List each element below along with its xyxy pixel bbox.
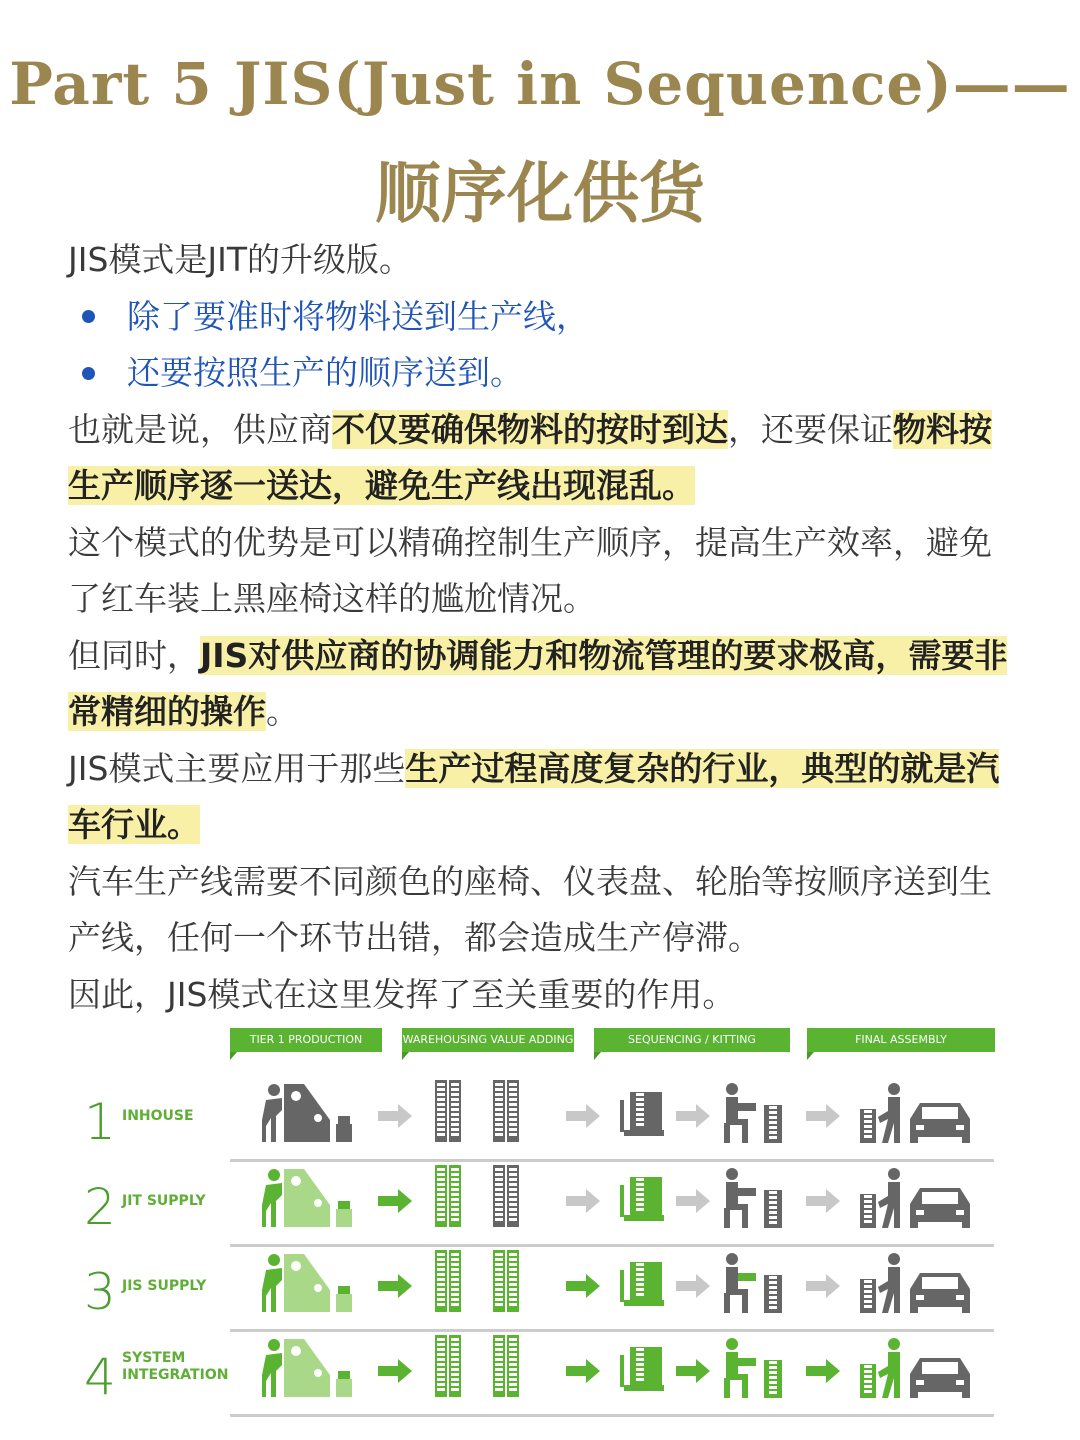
row-number: 4 bbox=[84, 1348, 116, 1406]
paragraph-supplier bbox=[68, 402, 1013, 515]
bullet-dot-icon bbox=[82, 310, 95, 323]
kitting-cart-icon bbox=[620, 1260, 670, 1312]
kitting-cart-icon bbox=[620, 1090, 670, 1142]
arrow-icon bbox=[378, 1359, 412, 1387]
paragraph-conclusion: 因此，JIS模式在这里发挥了至关重要的作用。 bbox=[68, 974, 736, 1014]
row-label: SYSTEM INTEGRATION bbox=[122, 1350, 229, 1383]
row-label: INHOUSE bbox=[122, 1108, 194, 1124]
arrow-icon bbox=[806, 1104, 840, 1132]
text-segment: 也就是说，供应商 bbox=[68, 409, 332, 449]
production-machine-icon bbox=[260, 1165, 360, 1227]
header-final-assembly: FINAL ASSEMBLY bbox=[807, 1028, 995, 1052]
arrow-icon bbox=[806, 1189, 840, 1217]
paragraph-automotive: 汽车生产线需要不同颜色的座椅、仪表盘、轮胎等按顺序送到生产线，任何一个环节出错，都会造成生产停滞。 bbox=[68, 861, 992, 957]
text-segment: 但同时， bbox=[68, 635, 200, 675]
diagram-row bbox=[60, 1160, 1010, 1245]
final-assembly-car-icon bbox=[860, 1083, 980, 1143]
warehouse-rack-icon bbox=[435, 1165, 535, 1227]
production-machine-icon bbox=[260, 1250, 360, 1312]
kitting-cart-icon bbox=[620, 1175, 670, 1227]
bullet-text: 除了要准时将物料送到生产线， bbox=[127, 296, 589, 336]
row-number: 3 bbox=[84, 1263, 116, 1321]
arrow-icon bbox=[378, 1274, 412, 1302]
highlighted-text: 物料按生产顺序逐一送达，避免生产线出现混乱。 bbox=[68, 409, 992, 505]
article-body bbox=[68, 232, 1013, 1023]
diagram-row bbox=[60, 1245, 1010, 1330]
text-segment: 。 bbox=[266, 692, 299, 731]
arrow-icon bbox=[806, 1359, 840, 1387]
arrow-icon bbox=[676, 1104, 710, 1132]
paragraph-advantage: 这个模式的优势是可以精确控制生产顺序，提高生产效率，避免了红车装上黑座椅这样的尴尬情况。 bbox=[68, 522, 992, 618]
text-segment: JIS模式主要应用于那些 bbox=[68, 748, 406, 788]
warehouse-rack-icon bbox=[435, 1080, 535, 1142]
intro-text: JIS模式是JIT的升级版。 bbox=[68, 240, 413, 279]
sequencing-worker-icon bbox=[722, 1168, 788, 1228]
header-sequencing: SEQUENCING / KITTING bbox=[594, 1028, 790, 1052]
row-number: 2 bbox=[84, 1178, 116, 1236]
diagram-row bbox=[60, 1075, 1010, 1160]
arrow-icon bbox=[566, 1104, 600, 1132]
paragraph-requirement bbox=[68, 628, 1013, 741]
final-assembly-car-icon bbox=[860, 1253, 980, 1313]
arrow-icon bbox=[676, 1189, 710, 1217]
bullet-dot-icon bbox=[82, 367, 95, 380]
sequencing-worker-icon bbox=[722, 1083, 788, 1143]
sequencing-worker-icon bbox=[722, 1253, 788, 1313]
row-baseline bbox=[230, 1414, 994, 1417]
paragraph-industry bbox=[68, 741, 1013, 854]
arrow-icon bbox=[566, 1274, 600, 1302]
arrow-icon bbox=[566, 1359, 600, 1387]
diagram-row bbox=[60, 1330, 1010, 1415]
header-warehousing: WAREHOUSING VALUE ADDING bbox=[402, 1028, 574, 1052]
row-label: JIS SUPPLY bbox=[122, 1278, 207, 1294]
row-label: JIT SUPPLY bbox=[122, 1193, 206, 1209]
production-machine-icon bbox=[260, 1335, 360, 1397]
arrow-icon bbox=[566, 1189, 600, 1217]
warehouse-rack-icon bbox=[435, 1250, 535, 1312]
sequencing-worker-icon bbox=[722, 1338, 788, 1398]
highlighted-text: JIS对供应商的协调能力和物流管理的要求极高，需要非常精细的操作 bbox=[68, 635, 1008, 731]
arrow-icon bbox=[806, 1274, 840, 1302]
production-machine-icon bbox=[260, 1080, 360, 1142]
bullet-item bbox=[68, 345, 1013, 402]
text-segment: ，还要保证 bbox=[728, 409, 893, 449]
arrow-icon bbox=[676, 1274, 710, 1302]
jis-supply-diagram bbox=[60, 1025, 1010, 1405]
kitting-cart-icon bbox=[620, 1345, 670, 1397]
arrow-icon bbox=[378, 1104, 412, 1132]
title-line-1: Part 5 JIS(Just in Sequence)—— bbox=[9, 50, 1071, 118]
bullet-text: 还要按照生产的顺序送到。 bbox=[127, 353, 523, 392]
highlighted-text: 生产过程高度复杂的行业，典型的就是汽车行业。 bbox=[68, 748, 1000, 844]
warehouse-rack-icon bbox=[435, 1335, 535, 1397]
final-assembly-car-icon bbox=[860, 1168, 980, 1228]
title-line-2: 顺序化供货 bbox=[375, 154, 705, 232]
row-number: 1 bbox=[84, 1093, 116, 1151]
arrow-icon bbox=[676, 1359, 710, 1387]
highlighted-text: 不仅要确保物料的按时到达 bbox=[332, 409, 728, 449]
final-assembly-car-icon bbox=[860, 1338, 980, 1398]
header-tier1-production: TIER 1 PRODUCTION bbox=[230, 1028, 382, 1052]
arrow-icon bbox=[378, 1189, 412, 1217]
bullet-item bbox=[68, 289, 1013, 346]
